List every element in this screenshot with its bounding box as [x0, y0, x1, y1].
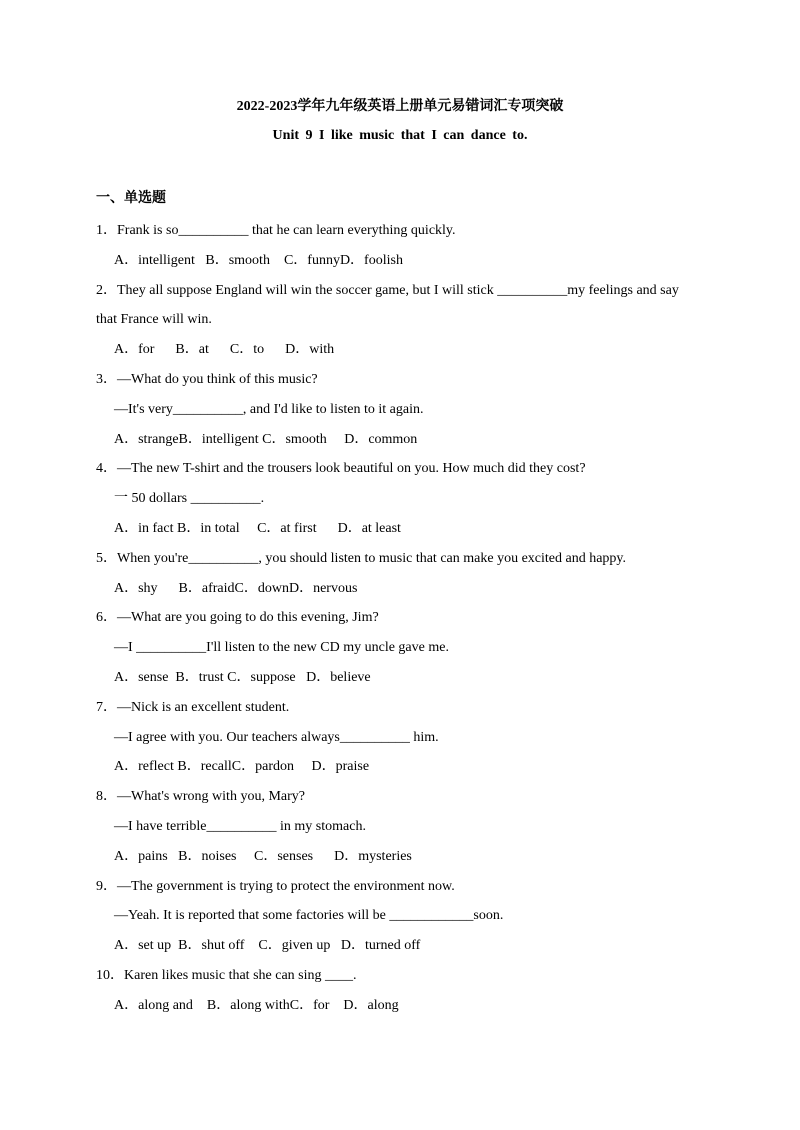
question-options: A．for B．at C．to D．with	[114, 342, 335, 358]
question-10	[96, 961, 716, 1021]
question-6	[96, 603, 716, 692]
question-8	[96, 782, 716, 871]
question-9	[96, 872, 716, 961]
question-2	[96, 276, 716, 365]
question-text: 2．They all suppose England will win the soccer game, but I will stick __________my feelings and say	[96, 282, 679, 298]
question-options: A．strangeB．intelligent C．smooth D．common	[114, 431, 418, 447]
question-options: A．pains B．noises C．senses D．mysteries	[114, 848, 412, 864]
question-text: 10．Karen likes music that she can sing ____.	[96, 967, 357, 983]
question-4	[96, 454, 716, 543]
question-options: A．shy B．afraidC．downD．nervous	[114, 580, 358, 596]
question-options: A．along and B．along withC．for D．along	[114, 997, 399, 1013]
question-5	[96, 544, 716, 604]
question-reply: —I __________I'll listen to the new CD my uncle gave me.	[114, 640, 449, 656]
question-text: 3．—What do you think of this music?	[96, 371, 318, 387]
question-options: A．sense B．trust C．suppose D．believe	[114, 669, 371, 685]
question-reply: —It's very__________, and I'd like to listen to it again.	[114, 401, 424, 417]
question-reply: 一 50 dollars __________.	[114, 491, 265, 507]
question-text: 1．Frank is so__________ that he can learn everything quickly.	[96, 223, 456, 238]
question-7	[96, 693, 716, 782]
question-1	[96, 216, 716, 276]
question-options: A．set up B．shut off C．given up D．turned off	[114, 938, 421, 954]
document-title: 2022-2023学年九年级英语上册单元易错词汇专项突破	[236, 99, 564, 114]
question-text: 9．—The government is trying to protect the environment now.	[96, 878, 455, 894]
question-reply: —Yeah. It is reported that some factories will be ____________soon.	[114, 908, 504, 924]
question-text: 6．—What are you going to do this evening, Jim?	[96, 610, 379, 626]
question-list	[96, 216, 716, 1021]
question-reply: —I agree with you. Our teachers always__________ him.	[114, 729, 439, 745]
question-text: 4．—The new T-shirt and the trousers look beautiful on you. How much did they cost?	[96, 461, 586, 477]
question-options: A．reflect B．recallC．pardon D．praise	[114, 759, 370, 775]
question-options: A．in fact B．in total C．at first D．at least	[114, 520, 401, 536]
question-text-continued: that France will win.	[96, 312, 212, 328]
question-reply: —I have terrible__________ in my stomach.	[114, 818, 366, 834]
unit-subtitle: Unit 9 I like music that I can dance to.	[272, 128, 528, 143]
question-3	[96, 365, 716, 454]
section-heading: 一、单选题	[96, 190, 166, 206]
question-text: 7．—Nick is an excellent student.	[96, 699, 290, 715]
question-options: A．intelligent B．smooth C．funnyD．foolish	[114, 252, 403, 268]
question-text: 5．When you're__________, you should listen to music that can make you excited and happy.	[96, 550, 627, 566]
question-text: 8．—What's wrong with you, Mary?	[96, 789, 305, 805]
